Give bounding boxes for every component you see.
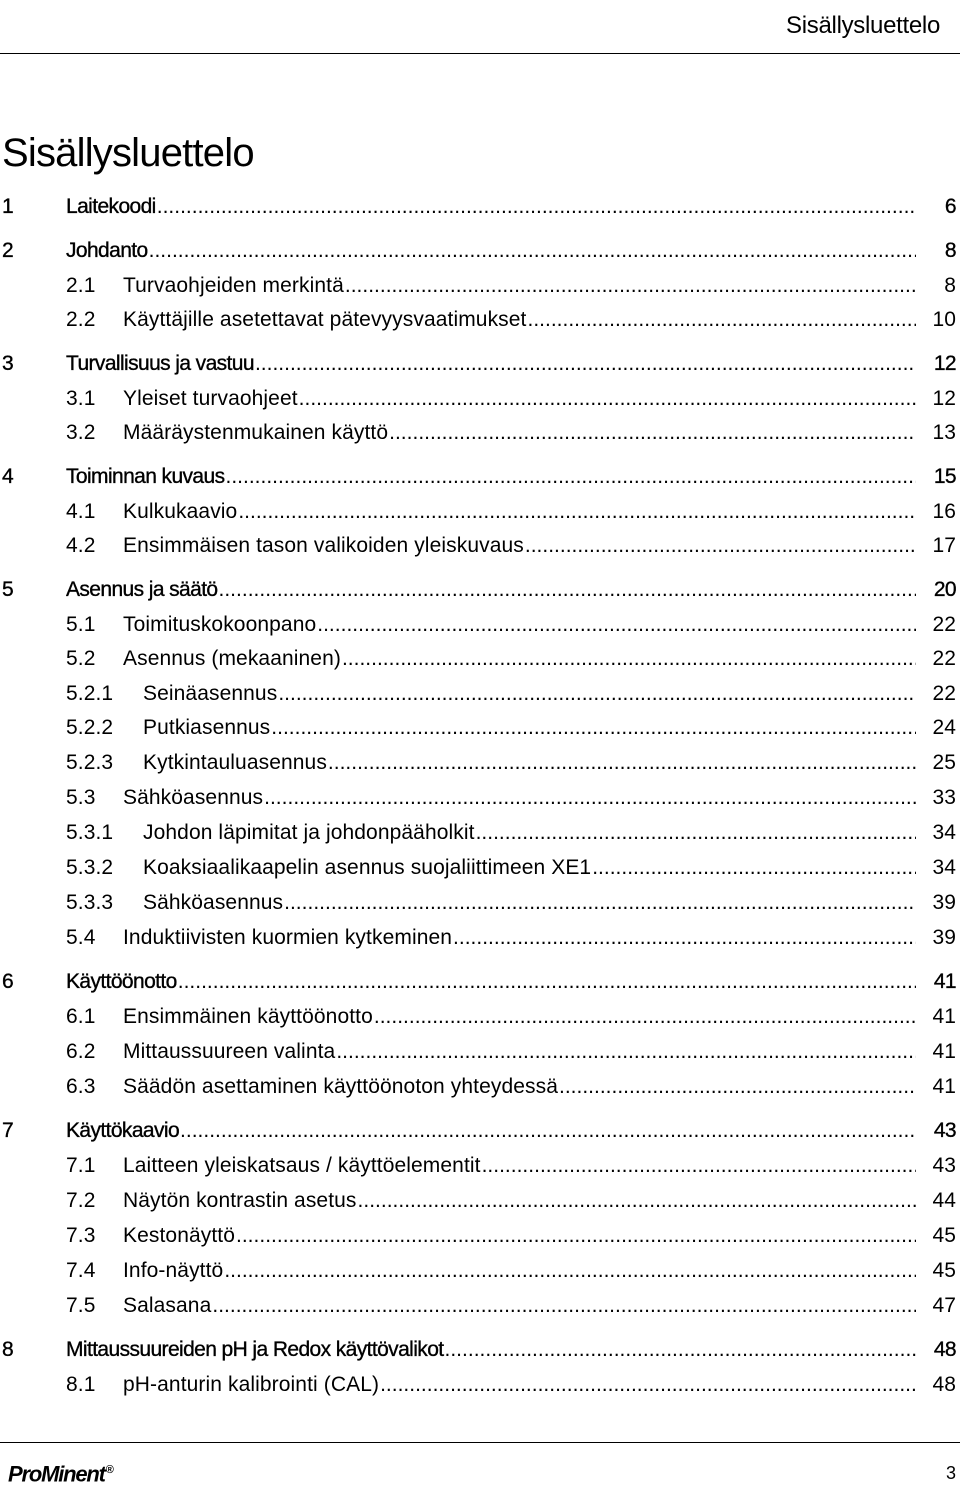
toc-entry-title-wrap bbox=[123, 1291, 916, 1321]
toc-entry-number: 6.3 bbox=[66, 1075, 96, 1098]
toc-entry[interactable] bbox=[0, 888, 958, 918]
toc-entry-title-wrap bbox=[66, 236, 916, 266]
toc-dot-leader bbox=[453, 923, 916, 953]
toc-entry[interactable] bbox=[0, 610, 958, 640]
toc-entry-page: 47 bbox=[932, 1294, 956, 1317]
toc-entry-title-wrap bbox=[143, 748, 916, 778]
toc-entry-page: 41 bbox=[932, 1005, 956, 1028]
toc-dot-leader bbox=[255, 349, 916, 379]
toc-entry-page: 48 bbox=[932, 1373, 956, 1396]
toc-entry-title-wrap bbox=[123, 610, 916, 640]
toc-entry-title: Yleiset turvaohjeet bbox=[123, 384, 299, 414]
toc-entry[interactable] bbox=[0, 418, 958, 448]
footer-divider bbox=[0, 1442, 960, 1443]
toc-entry-page: 39 bbox=[932, 926, 956, 949]
toc-entry-title-wrap bbox=[66, 575, 916, 605]
header-divider bbox=[0, 53, 960, 54]
toc-entry-title: Laitteen yleiskatsaus / käyttöelementit bbox=[123, 1151, 482, 1181]
toc-entry-title-wrap bbox=[123, 1221, 916, 1251]
toc-entry[interactable] bbox=[0, 967, 958, 997]
toc-entry-number: 2.2 bbox=[66, 308, 96, 331]
toc-entry-title: Käyttökaavio bbox=[66, 1116, 180, 1146]
toc-entry-title-wrap bbox=[143, 888, 916, 918]
toc-dot-leader bbox=[559, 1072, 916, 1102]
toc-dot-leader bbox=[180, 1116, 916, 1146]
toc-entry-title: Johdon läpimitat ja johdonpääholkit bbox=[143, 818, 476, 848]
toc-entry-title: Asennus ja säätö bbox=[66, 575, 219, 605]
toc-entry-title: Mittaussuureiden pH ja Redox käyttövalikot bbox=[66, 1335, 445, 1365]
toc-entry-number: 8 bbox=[2, 1338, 14, 1361]
toc-entry-number: 6 bbox=[2, 970, 14, 993]
toc-dot-leader bbox=[342, 644, 916, 674]
toc-entry-number: 5.3.3 bbox=[66, 891, 114, 914]
toc-entry-number: 5.3 bbox=[66, 786, 96, 809]
toc-entry[interactable] bbox=[0, 1335, 958, 1365]
toc-entry-title: Laitekoodi bbox=[66, 192, 157, 222]
toc-entry-title: Salasana bbox=[123, 1291, 212, 1321]
toc-dot-leader bbox=[278, 679, 916, 709]
toc-entry-page: 41 bbox=[933, 970, 956, 993]
toc-entry-number: 2 bbox=[2, 239, 14, 262]
toc-entry-number: 7.2 bbox=[66, 1189, 96, 1212]
toc-entry-title-wrap bbox=[66, 192, 916, 222]
toc-entry[interactable] bbox=[0, 1370, 958, 1400]
toc-entry[interactable] bbox=[0, 1221, 958, 1251]
toc-entry[interactable] bbox=[0, 1002, 958, 1032]
toc-entry[interactable] bbox=[0, 305, 958, 335]
toc-entry-number: 7.5 bbox=[66, 1294, 96, 1317]
toc-entry-number: 5.2 bbox=[66, 647, 96, 670]
toc-entry-page: 39 bbox=[932, 891, 956, 914]
toc-entry-title-wrap bbox=[143, 818, 916, 848]
toc-entry-title: Määräystenmukainen käyttö bbox=[123, 418, 389, 448]
toc-entry-title-wrap bbox=[123, 1037, 916, 1067]
toc-entry[interactable] bbox=[0, 853, 958, 883]
toc-entry-title-wrap bbox=[123, 305, 916, 335]
toc-dot-leader bbox=[476, 818, 916, 848]
toc-dot-leader bbox=[236, 1221, 916, 1251]
toc-entry-page: 22 bbox=[932, 613, 956, 636]
toc-entry-number: 3.2 bbox=[66, 421, 96, 444]
toc-dot-leader bbox=[317, 610, 916, 640]
toc-entry-page: 43 bbox=[932, 1154, 956, 1177]
toc-entry-title: Sähköasennus bbox=[143, 888, 284, 918]
toc-entry[interactable] bbox=[0, 1256, 958, 1286]
toc-dot-leader bbox=[445, 1335, 916, 1365]
toc-dot-leader bbox=[178, 967, 916, 997]
toc-dot-leader bbox=[219, 575, 916, 605]
toc-entry-title-wrap bbox=[123, 1002, 916, 1032]
toc-entry-page: 8 bbox=[944, 274, 956, 297]
toc-dot-leader bbox=[336, 1037, 916, 1067]
toc-entry[interactable] bbox=[0, 575, 958, 605]
toc-entry-page: 45 bbox=[932, 1259, 956, 1282]
running-header-title: Sisällysluettelo bbox=[786, 12, 940, 39]
toc-entry-title-wrap bbox=[123, 384, 916, 414]
toc-entry-number: 5.1 bbox=[66, 613, 96, 636]
toc-dot-leader bbox=[482, 1151, 916, 1181]
toc-entry-page: 43 bbox=[933, 1119, 956, 1142]
toc-entry-title-wrap bbox=[123, 1370, 916, 1400]
toc-entry-title: Mittaussuureen valinta bbox=[123, 1037, 336, 1067]
toc-entry-page: 41 bbox=[932, 1040, 956, 1063]
toc-entry-number: 7.4 bbox=[66, 1259, 96, 1282]
toc-entry-title-wrap bbox=[123, 923, 916, 953]
toc-entry-page: 15 bbox=[933, 465, 956, 488]
toc-entry-page: 13 bbox=[932, 421, 956, 444]
toc-entry-title-wrap bbox=[143, 679, 916, 709]
logo-text: ProMinent bbox=[8, 1461, 105, 1487]
toc-entry-title: Toimituskokoonpano bbox=[123, 610, 317, 640]
toc-entry[interactable] bbox=[0, 748, 958, 778]
toc-entry-page: 12 bbox=[932, 387, 956, 410]
toc-entry-page: 16 bbox=[932, 500, 956, 523]
toc-dot-leader bbox=[226, 462, 917, 492]
toc-entry[interactable] bbox=[0, 1072, 958, 1102]
toc-dot-leader bbox=[271, 713, 916, 743]
toc-entry-number: 3.1 bbox=[66, 387, 96, 410]
toc-entry-page: 44 bbox=[932, 1189, 956, 1212]
toc-entry-title: Kestonäyttö bbox=[123, 1221, 236, 1251]
toc-dot-leader bbox=[157, 192, 916, 222]
toc-entry-page: 45 bbox=[932, 1224, 956, 1247]
toc-entry[interactable] bbox=[0, 713, 958, 743]
prominent-logo bbox=[8, 1457, 114, 1487]
toc-dot-leader bbox=[149, 236, 916, 266]
toc-entry[interactable] bbox=[0, 644, 958, 674]
toc-dot-leader bbox=[284, 888, 916, 918]
toc-dot-leader bbox=[224, 1256, 916, 1286]
toc-entry-title: Induktiivisten kuormien kytkeminen bbox=[123, 923, 453, 953]
toc-entry-title-wrap bbox=[66, 967, 916, 997]
toc-entry-page: 10 bbox=[932, 308, 956, 331]
toc-entry-title: Putkiasennus bbox=[143, 713, 271, 743]
toc-entry[interactable] bbox=[0, 679, 958, 709]
toc-entry-page: 6 bbox=[944, 195, 956, 218]
toc-entry-title: Toiminnan kuvaus bbox=[66, 462, 226, 492]
toc-dot-leader bbox=[525, 531, 916, 561]
toc-entry[interactable] bbox=[0, 1291, 958, 1321]
toc-entry-number: 4.2 bbox=[66, 534, 96, 557]
toc-entry-title-wrap bbox=[123, 1256, 916, 1286]
toc-entry-page: 34 bbox=[932, 821, 956, 844]
toc-entry-title-wrap bbox=[66, 349, 916, 379]
toc-entry-number: 2.1 bbox=[66, 274, 96, 297]
toc-entry-title-wrap bbox=[143, 713, 916, 743]
toc-entry-page: 22 bbox=[932, 682, 956, 705]
toc-entry-number: 5.2.1 bbox=[66, 682, 114, 705]
toc-entry-page: 12 bbox=[933, 352, 956, 375]
toc-entry-number: 7.3 bbox=[66, 1224, 96, 1247]
toc-dot-leader bbox=[380, 1370, 916, 1400]
toc-dot-leader bbox=[389, 418, 916, 448]
toc-entry-title-wrap bbox=[123, 1072, 916, 1102]
toc-entry-number: 5.2.2 bbox=[66, 716, 114, 739]
toc-entry-title: Turvaohjeiden merkintä bbox=[123, 271, 345, 301]
toc-entry-title-wrap bbox=[123, 1186, 916, 1216]
toc-entry-title: Seinäasennus bbox=[143, 679, 278, 709]
toc-entry[interactable] bbox=[0, 818, 958, 848]
page-number: 3 bbox=[945, 1463, 956, 1483]
toc-entry-title: Kulkukaavio bbox=[123, 497, 238, 527]
toc-dot-leader bbox=[238, 497, 916, 527]
toc-entry[interactable] bbox=[0, 236, 958, 266]
toc-dot-leader bbox=[299, 384, 916, 414]
toc-entry-page: 24 bbox=[932, 716, 956, 739]
toc-entry-number: 8.1 bbox=[66, 1373, 96, 1396]
toc-dot-leader bbox=[592, 853, 916, 883]
toc-dot-leader bbox=[212, 1291, 916, 1321]
toc-entry-number: 7.1 bbox=[66, 1154, 96, 1177]
toc-entry-number: 6.2 bbox=[66, 1040, 96, 1063]
toc-entry-page: 8 bbox=[944, 239, 956, 262]
toc-entry[interactable] bbox=[0, 1116, 958, 1146]
toc-entry-number: 3 bbox=[2, 352, 14, 375]
toc-entry-title: pH-anturin kalibrointi (CAL) bbox=[123, 1370, 380, 1400]
toc-dot-leader bbox=[264, 783, 916, 813]
toc-entry[interactable] bbox=[0, 497, 958, 527]
toc-dot-leader bbox=[358, 1186, 916, 1216]
toc-entry-page: 41 bbox=[932, 1075, 956, 1098]
toc-entry[interactable] bbox=[0, 192, 958, 222]
toc-entry-title-wrap bbox=[66, 462, 916, 492]
toc-entry-page: 33 bbox=[932, 786, 956, 809]
toc-entry[interactable] bbox=[0, 271, 958, 301]
toc-dot-leader bbox=[345, 271, 916, 301]
toc-entry[interactable] bbox=[0, 1037, 958, 1067]
toc-dot-leader bbox=[374, 1002, 916, 1032]
toc-entry[interactable] bbox=[0, 462, 958, 492]
toc-entry-title: Turvallisuus ja vastuu bbox=[66, 349, 255, 379]
toc-entry-number: 4.1 bbox=[66, 500, 96, 523]
toc-entry-title: Näytön kontrastin asetus bbox=[123, 1186, 358, 1216]
toc-entry-title: Ensimmäinen käyttöönotto bbox=[123, 1002, 374, 1032]
toc-entry-page: 34 bbox=[932, 856, 956, 879]
toc-entry-title: Info-näyttö bbox=[123, 1256, 224, 1286]
toc-entry[interactable] bbox=[0, 384, 958, 414]
toc-entry-number: 5.2.3 bbox=[66, 751, 114, 774]
toc-entry-title-wrap bbox=[66, 1116, 916, 1146]
toc-entry-number: 7 bbox=[2, 1119, 14, 1142]
registered-mark: ® bbox=[105, 1464, 114, 1476]
toc-entry-page: 22 bbox=[932, 647, 956, 670]
toc-entry-title-wrap bbox=[143, 853, 916, 883]
toc-entry-title: Asennus (mekaaninen) bbox=[123, 644, 342, 674]
toc-entry-number: 5.4 bbox=[66, 926, 96, 949]
page-title: Sisällysluettelo bbox=[2, 131, 254, 175]
toc-entry[interactable] bbox=[0, 923, 958, 953]
toc-entry-page: 25 bbox=[932, 751, 956, 774]
toc-dot-leader bbox=[528, 305, 917, 335]
toc-entry-title-wrap bbox=[123, 418, 916, 448]
toc-entry-title: Ensimmäisen tason valikoiden yleiskuvaus bbox=[123, 531, 525, 561]
toc-entry[interactable] bbox=[0, 1151, 958, 1181]
toc-entry-title: Koaksiaalikaapelin asennus suojaliittimeen XE1 bbox=[143, 853, 592, 883]
toc-entry-title: Säädön asettaminen käyttöönoton yhteydessä bbox=[123, 1072, 559, 1102]
toc-entry-title-wrap bbox=[123, 497, 916, 527]
toc-entry-page: 17 bbox=[932, 534, 956, 557]
toc-entry-title-wrap bbox=[123, 1151, 916, 1181]
toc-entry-number: 5.3.1 bbox=[66, 821, 114, 844]
toc-entry[interactable] bbox=[0, 1186, 958, 1216]
toc-entry-number: 1 bbox=[2, 195, 14, 218]
toc-entry-page: 48 bbox=[933, 1338, 956, 1361]
toc-entry-title: Käyttöönotto bbox=[66, 967, 178, 997]
toc-entry[interactable] bbox=[0, 349, 958, 379]
toc-entry-title-wrap bbox=[123, 271, 916, 301]
toc-entry-title: Käyttäjille asetettavat pätevyysvaatimukset bbox=[123, 305, 528, 335]
toc-entry-number: 5.3.2 bbox=[66, 856, 114, 879]
toc-entry-title-wrap bbox=[123, 644, 916, 674]
toc-entry-title-wrap bbox=[123, 531, 916, 561]
toc-entry-title: Sähköasennus bbox=[123, 783, 264, 813]
toc-entry-title-wrap bbox=[66, 1335, 916, 1365]
toc-entry-number: 4 bbox=[2, 465, 14, 488]
toc-entry-title-wrap bbox=[123, 783, 916, 813]
toc-entry[interactable] bbox=[0, 783, 958, 813]
toc-entry-number: 5 bbox=[2, 578, 14, 601]
toc-dot-leader bbox=[328, 748, 916, 778]
toc-entry[interactable] bbox=[0, 531, 958, 561]
toc-entry-title: Kytkintauluasennus bbox=[143, 748, 328, 778]
toc-entry-number: 6.1 bbox=[66, 1005, 96, 1028]
toc-entry-title: Johdanto bbox=[66, 236, 149, 266]
toc-entry-page: 20 bbox=[933, 578, 956, 601]
